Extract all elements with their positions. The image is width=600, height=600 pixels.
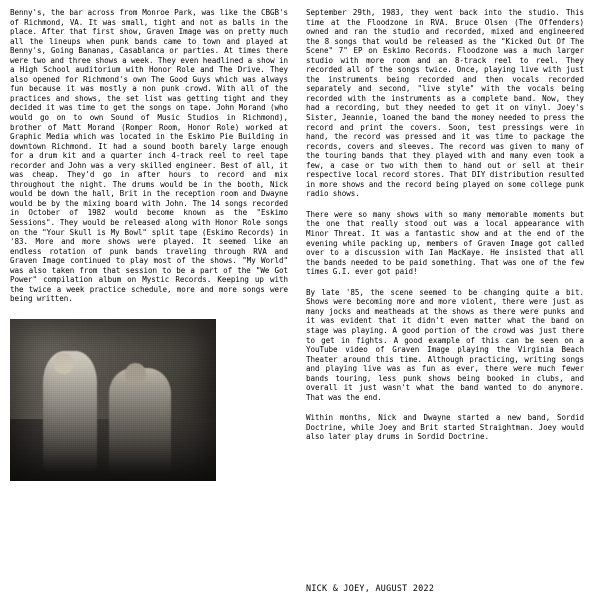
two-column-layout: [10, 8, 590, 594]
left-column: [10, 8, 288, 594]
paragraph-right-1: September 29th, 1983, they went back into the studio. This time at the Floodzone in RVA. Bruce Olsen (The Offenders) owned and ran the studio and recorded, mixed and engineered the 8 songs that would be released as the "Kicked Out Of The Scene" 7" EP on Eskimo Records. Floodzone was a much larger studio with more room and an 8-track reel to reel. They recorded all of the songs twice. Once, playing live with just the instruments being recorded and then vocals recorded separately and second, "live style" with the vocals being recorded with the instruments as a complete band. Now, they had a recording, but they needed to get it on vinyl. Joey's Sister, Jeannie, loaned the band the money needed to press the record and print the covers. Soon, test pressings were in hand, the record was pressed and it was time to package the records, covers and sleeves. The record was given to many of the touring bands that they played with and many even took a few, a case or two with them to hand out or sell at their respective local record stores. That DIY distribution resulted in more shows and the record being played on some college punk radio shows.: [306, 8, 584, 199]
photo-vignette: [10, 319, 216, 481]
paragraph-right-2: There were so many shows with so many memorable moments but the one that really stood out was a local appearance with Minor Threat. It was a fantastic show and at the end of the evening while packing up, members of Graven Image got called over to a discussion with Ian MacKaye. He insisted that all the bands needed to be paid something. That was one of the few times G.I. ever got paid!: [306, 209, 584, 277]
band-photo: [10, 319, 216, 481]
paragraph-right-3: By late '85, the scene seemed to be changing quite a bit. Shows were becoming more and more violent, there were just as many jocks and meatheads at the shows as there were punks and it was evident that it didn't even matter what the band on stage was playing. A good portion of the crowd was just there to get in fights. A good example of this can be seen on a YouTube video of Graven Image playing the Virginia Beach Theater around this time. Although practicing, writing songs and playing live was as fun as ever, there were much fewer bands touring, less punk shows being booked in clubs, and overall it just wasn't what the band wanted to do anymore. That was the end.: [306, 287, 584, 402]
paragraph-left-1: Benny's, the bar across from Monroe Park, was like the CBGB's of Richmond, VA. It was small, tight and not as balls in the place. After that first show, Graven Image was on pretty much all the lineups when punk bands came to town and played at Benny's, Going Bananas, Casablanca or parties. At times there were two and three shows a week. They even headlined a show in a High School auditorium with Honor Role and The Drive. They also opened for Richmond's own The Good Guys which was always fun because it was mostly a non punk crowd. With all of the practices and shows, the set list was getting tight and they decided it was time to get the songs on tape. John Morand (who would go on to own Sound of Music Studios in Richmond), brother of Matt Morand (Romper Room, Honor Role) worked at Graphic Media which was located in the Eskimo Pie Building in downtown Richmond. It had a sound booth barely large enough for a drum kit and a quarter inch 4-track reel to reel tape recorder and John was a very skilled engineer. Best of all, it was cheap. They'd go in after hours to record and mix throughout the night. The drums would be in the booth, Nick would be down the hall, Brit in the reception room and Dwayne would be by the mixing board with John. The 14 songs recorded in October of 1982 would become known as the "Eskimo Sessions". They would be released along with Honor Role songs on the "Your Skull is My Bowl" split tape (Eskimo Records) in '83. More and more shows were played. It seemed like an endless rotation of punk bands traveling through RVA and Graven Image continued to play most of the shows. "My World" was also taken from that session to be a part of the "We Got Power" compilation album on Mystic Records. Keeping up with the twice a week practice schedule, more and more songs were being written.: [10, 8, 288, 304]
band-photo-container: [10, 319, 216, 481]
right-column: [306, 8, 584, 594]
paragraph-right-4: Within months, Nick and Dwayne started a new band, Sordid Doctrine, while Joey and Brit started Straightman. Joey would also later play drums in Sordid Doctrine.: [306, 413, 584, 442]
signature-line: NICK & JOEY, AUGUST 2022: [306, 583, 435, 593]
